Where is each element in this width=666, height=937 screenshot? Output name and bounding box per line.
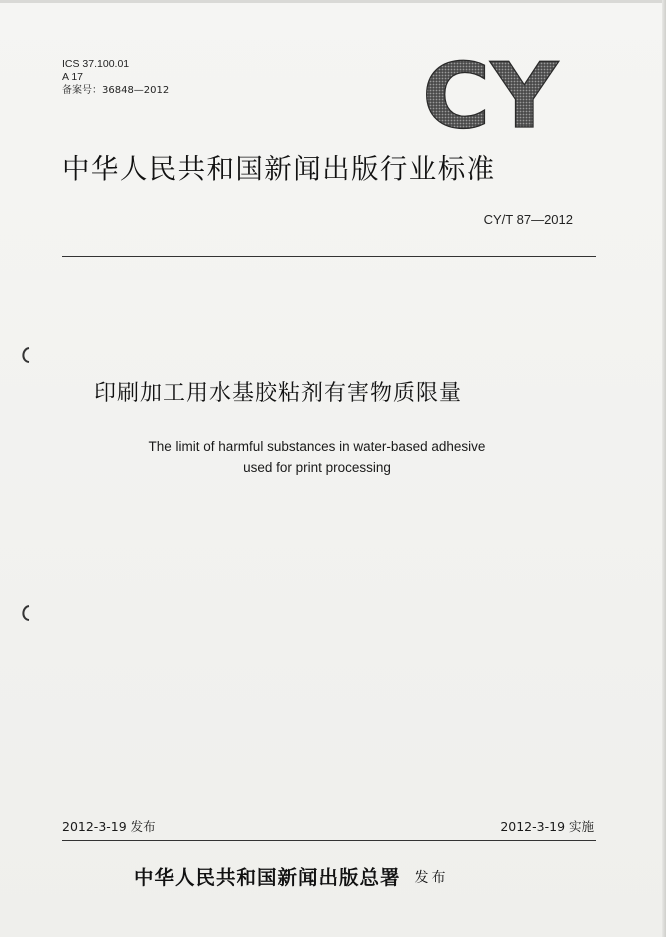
document-title-en [62, 436, 572, 478]
filing-number: 备案号：36848—2012 [62, 85, 170, 96]
divider-bottom [62, 840, 596, 841]
scan-edge [0, 0, 666, 3]
cy-logo [420, 53, 560, 133]
classification-block [62, 58, 169, 97]
binding-hole-mark [18, 604, 32, 622]
publisher-line [134, 862, 449, 890]
ccs-code: A 17 [62, 71, 84, 83]
publisher-name: 中华人民共和国新闻出版总署 [134, 866, 401, 889]
implementation-date: 2012-3-19 实施 [500, 819, 594, 834]
standard-category-title: 中华人民共和国新闻出版行业标准 [62, 153, 496, 185]
scan-edge [662, 0, 666, 937]
title-en-line: used for print processing [243, 460, 391, 475]
binding-hole-mark [18, 346, 32, 364]
issue-label: 发布 [414, 870, 449, 886]
ics-code: ICS 37.100.01 [62, 58, 130, 70]
divider-top [62, 256, 596, 257]
title-en-line: The limit of harmful substances in water-based adhesive [148, 439, 486, 454]
svg-text:CY: CY [422, 53, 560, 133]
standard-code: CY/T 87—2012 [483, 212, 573, 227]
document-title-cn: 印刷加工用水基胶粘剂有害物质限量 [94, 381, 463, 406]
issue-date: 2012-3-19 发布 [62, 819, 156, 834]
